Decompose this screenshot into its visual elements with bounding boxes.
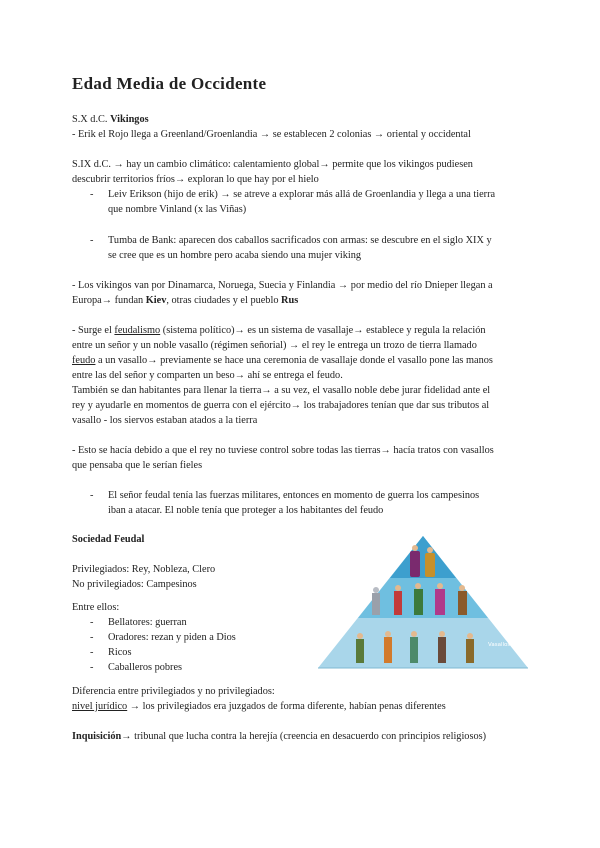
routes-text-c: , otras ciudades y el pueblo	[166, 295, 282, 306]
climate-line-1: S.IX d.C. → hay un cambio climático: calentamiento global→ permite que los vikingos pudiesen	[72, 159, 473, 170]
feudalism-line-4: entre las del señor y comparten un beso→ ahí se entrega el feudo.	[72, 370, 343, 381]
inquisition-text: → tribunal que lucha contra la herejía (creencia en desacuerdo con principios religiosos)	[121, 731, 487, 742]
feudo-term: feudo	[72, 355, 96, 366]
kiev: Kiev	[145, 295, 167, 306]
vikings-line: - Erik el Rojo llega a Greenland/Groenlandia → se establecen 2 colonias → oriental y occidental	[72, 129, 471, 140]
inquisicion-term: Inquisición	[72, 731, 122, 742]
among-line: Entre ellos:	[72, 602, 120, 613]
list-item: Ricos	[108, 647, 132, 658]
bullet-dash: -	[90, 235, 94, 246]
feudalism-line-2: entre un señor y un noble vasallo (régimen señorial) → el rey le entrega un trozo de tierra llamado	[72, 340, 477, 351]
senor-line-2: iban a atacar. El noble tenía que proteger a los habitantes del feudo	[108, 505, 384, 516]
bullet-dash: -	[90, 632, 94, 643]
feudalism-line-6: rey y ayudarle en momentos de guerra con el ejército→ los trabajadores tenían que dar sus tributos al	[72, 400, 490, 411]
control-line-2: que pensaba que le serían fieles	[72, 460, 203, 471]
pyramid-label-bottom: Vasallos	[488, 642, 511, 648]
control-line-1: - Esto se hacía debido a que el rey no tuviese control sobre todas las tierras→ hacía tratos con vasallos	[72, 445, 494, 456]
feudal-pyramid-illustration	[318, 536, 557, 668]
bullet-dash: -	[90, 189, 94, 200]
vikings-heading	[72, 112, 532, 127]
routes-line-1: - Los vikingos van por Dinamarca, Noruega, Suecia y Finlandia → por medio del río Dnieper llegan a	[72, 280, 493, 291]
pyramid-label-mid: Caballeros Nobleza Iglesia	[484, 594, 557, 600]
pyramid-label-rey: Rey	[486, 556, 497, 562]
difference-line-1: Diferencia entre privilegiados y no privilegiados:	[72, 686, 275, 697]
list-item: Oradores: rezan y piden a Dios	[108, 632, 236, 643]
bullet-dash: -	[90, 647, 94, 658]
feudalism-text-c: a un vasallo→ previamente se hace una ceremonia de vasallaje donde el vasallo pone las manos	[95, 355, 493, 366]
rus: Rus	[281, 295, 299, 306]
feudalismo-term: feudalismo	[114, 325, 161, 336]
bullet-dash: -	[90, 617, 94, 628]
nivel-juridico-term: nivel jurídico	[72, 701, 128, 712]
bullet-dash: -	[90, 662, 94, 673]
senor-line-1: El señor feudal tenía las fuerzas militares, entonces en momento de guerra los campesinos	[108, 490, 480, 501]
feudalism-text-a: - Surge el	[72, 325, 115, 336]
privileged-line: Privilegiados: Rey, Nobleza, Clero	[72, 564, 216, 575]
feudalism-text-b: (sistema político)→ es un sistema de vasallaje→ establece y regula la relación	[160, 325, 486, 336]
society-heading-text: Sociedad Feudal	[72, 534, 145, 545]
bullet-dash: -	[90, 490, 94, 501]
difference-text: → los privilegiados era juzgados de forma diferente, habían penas diferentes	[127, 701, 446, 712]
pyramid-label-top: Mi Máxima Jerarquía	[322, 548, 379, 554]
tumba-line-1: Tumba de Bank: aparecen dos caballos sacrificados con armas: se descubre en el siglo XIX y	[108, 235, 492, 246]
routes-text-a: Europa→ fundan	[72, 295, 146, 306]
routes-line-2	[72, 293, 532, 308]
leiv-line-2: que nombre Vinland (x las Viñas)	[108, 204, 247, 215]
list-item: Caballeros pobres	[108, 662, 183, 673]
feudalism-line-1	[72, 323, 532, 338]
list-item: Bellatores: guerran	[108, 617, 187, 628]
pyramid-top	[390, 536, 456, 578]
climate-line-2: descubrir territorios fríos→ exploran lo que hay por el hielo	[72, 174, 319, 185]
feudalism-line-5: También se dan habitantes para llenar la tierra→ a su vez, el vasallo noble debe jurar fidelidad ante el	[72, 385, 491, 396]
vikings-title: Vikingos	[110, 114, 149, 125]
leiv-line-1: Leiv Erikson (hijo de erik) → se atreve a explorar más allá de Groenlandia y llega a una tierra	[108, 189, 496, 200]
feudalism-line-3	[72, 353, 532, 368]
tumba-line-2: se cree que es un hombre pero acaba siendo una mujer viking	[108, 250, 362, 261]
inquisition-line	[72, 729, 532, 744]
difference-line-2	[72, 699, 532, 714]
unprivileged-line: No privilegiados: Campesinos	[72, 579, 197, 590]
vikings-century: S.X d.C.	[72, 114, 111, 125]
feudalism-line-7: vasallo - los siervos estaban atados a la tierra	[72, 415, 258, 426]
page-title: Edad Media de Occidente	[72, 74, 267, 93]
